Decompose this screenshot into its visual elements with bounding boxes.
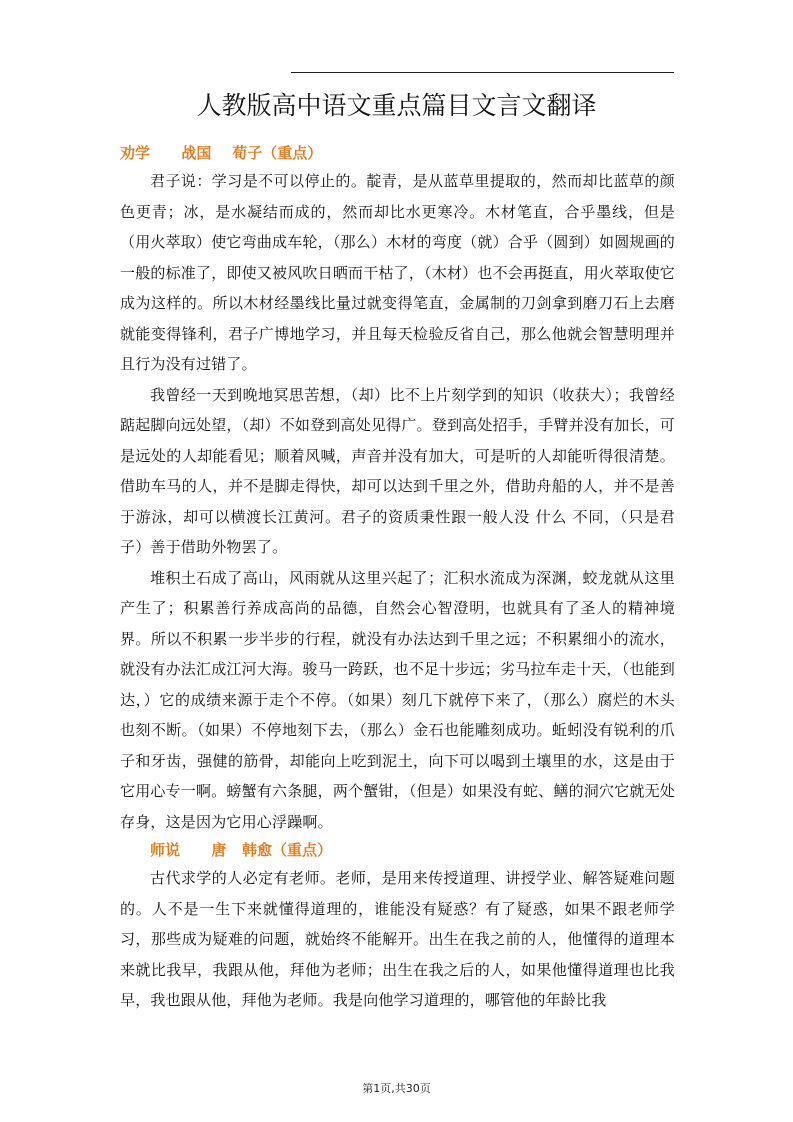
section-heading-quanxue: 劝学 战国 荀子（重点） [120, 144, 323, 162]
document-body [120, 140, 675, 1016]
section-heading-shishuo: 师说 唐 韩愈（重点） [150, 841, 333, 859]
paragraph: 堆积土石成了高山，风雨就从这里兴起了；汇积水流成为深渊，蛟龙就从这里产生了；积累善行养成高尚的品德，自然会心智澄明，也就具有了圣人的精神境界。所以不积累一步半步的行程，就没有办法达到千里之远；不积累细小的流水，就没有办法汇成江河大海。骏马一跨跃，也不足十步远；劣马拉车走十天，（也能到达，）它的成绩来源于走个不停。（如果）刻几下就停下来了，（那么）腐烂的木头也刻不断。（如果）不停地刻下去，（那么）金石也能雕刻成功。蚯蚓没有锐利的爪子和牙齿，强健的筋骨，却能向上吃到泥土，向下可以喝到土壤里的水，这是由于它用心专一啊。螃蟹有六条腿，两个蟹钳，（但是）如果没有蛇、鳝的洞穴它就无处存身，这是因为它用心浮躁啊。 [120, 568, 675, 831]
header-rule [291, 72, 674, 73]
paragraph: 君子说：学习是不可以停止的。靛青，是从蓝草里提取的，然而却比蓝草的颜色更青；冰，是水凝结而成的，然而却比水更寒冷。木材笔直，合乎墨线，但是（用火萃取）使它弯曲成车轮，（那么）木材的弯度（就）合乎（圆到）如圆规画的一般的标准了，即使又被风吹日晒而干枯了，（木材）也不会再挺直，用火萃取使它成为这样的。所以木材经墨线比量过就变得笔直，金属制的刀剑拿到磨刀石上去磨就能变得锋利，君子广博地学习，并且每天检验反省自己，那么他就会智慧明理并且行为没有过错了。 [120, 172, 675, 373]
page-number: 第1页,共30页 [362, 1082, 431, 1095]
paragraph: 我曾经一天到晚地冥思苦想，（却）比不上片刻学到的知识（收获大）；我曾经踮起脚向远处望，（却）不如登到高处见得广。登到高处招手，手臂并没有加长，可是远处的人却能看见；顺着风喊，声音并没有加大，可是听的人却能听得很清楚。借助车马的人，并不是脚走得快，却可以达到千里之外，借助舟船的人，并不是善于游泳，却可以横渡长江黄河。君子的资质秉性跟一般人没 什么 不同，（只是君子）善于借助外物罢了。 [120, 385, 675, 556]
document-title: 人教版高中语文重点篇目文言文翻译 [196, 91, 597, 120]
paragraph: 古代求学的人必定有老师。老师，是用来传授道理、讲授学业、解答疑难问题的。人不是一生下来就懂得道理的，谁能没有疑惑？有了疑惑，如果不跟老师学习，那些成为疑难的问题，就始终不能解开。出生在我之前的人，他懂得的道理本来就比我早，我跟从他，拜他为老师；出生在我之后的人，如果他懂得道理也比我早，我也跟从他，拜他为老师。我是向他学习道理的，哪管他的年龄比我 [120, 869, 675, 1009]
